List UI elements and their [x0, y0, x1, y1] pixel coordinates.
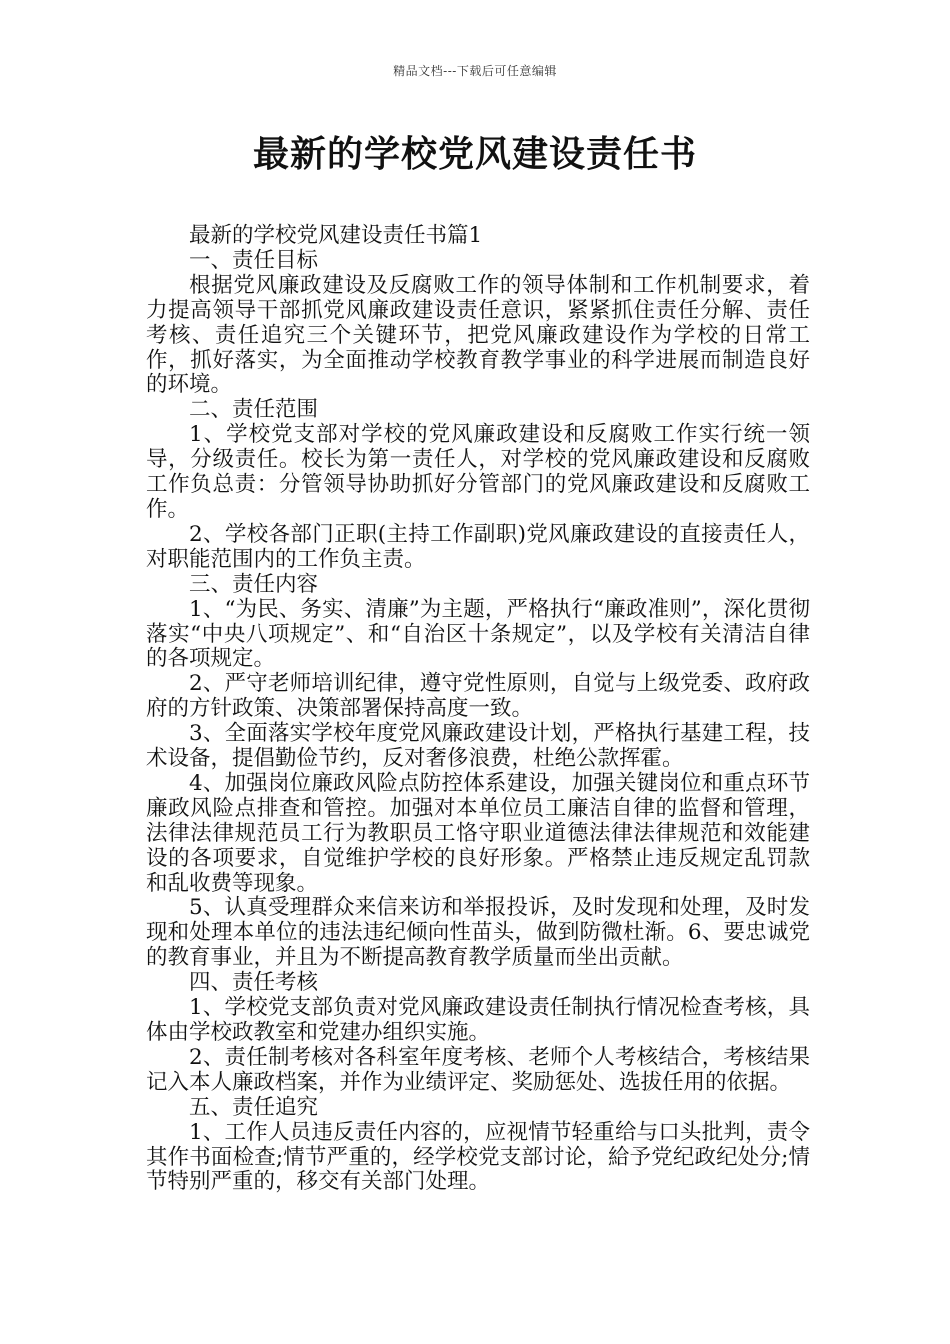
header-note: 精品文档---下载后可任意编辑 [393, 64, 557, 78]
paragraph: 2、学校各部门正职(主持工作副职)党风廉政建设的直接责任人，对职能范围内的工作负主责。 [146, 521, 810, 572]
paragraph: 2、责任制考核对各科室年度考核、老师个人考核结合，考核结果记入本人廉政档案，并作为业绩评定、奖励惩处、选拔任用的依据。 [146, 1044, 810, 1095]
section-heading-2: 二、责任范围 [189, 397, 319, 423]
document-title: 最新的学校党风建设责任书 [252, 134, 697, 175]
section-heading-5: 五、责任追究 [189, 1094, 319, 1120]
paragraph: 根据党风廉政建设及反腐败工作的领导体制和工作机制要求，着力提高领导干部抓党风廉政建设责任意识，紧紧抓住责任分解、责任考核、责任追究三个关键环节，把党风廉政建设作为学校的日常工作，抓好落实，为全面推动学校教育教学事业的科学进展而制造良好的环境。 [146, 272, 810, 398]
paragraph: 4、加强岗位廉政风险点防控体系建设，加强关键岗位和重点环节廉政风险点排查和管控。加强对本单位员工廉洁自律的监督和管理，法律法律规范员工行为教职员工恪守职业道德法律法律规范和效能建设的各项要求，自觉维护学校的良好形象。严格禁止违反规定乱罚款和乱收费等现象。 [146, 770, 810, 896]
paragraph: 1、工作人员违反责任内容的，应视情节轻重给与口头批判，责令其作书面检查;情节严重的，经学校党支部讨论，給予党纪政纪处分;情节特别严重的，移交有关部门处理。 [146, 1119, 810, 1195]
section-heading-3: 三、责任内容 [189, 571, 319, 597]
paragraph: 5、认真受理群众来信来访和举报投诉，及时发现和处理，及时发现和处理本单位的违法违纪倾向性苗头，做到防微杜渐。6、要忠诚党的教育事业，并且为不断提高教育教学质量而坐出贡献。 [146, 895, 810, 971]
document-body [146, 224, 810, 1195]
section-heading-1: 一、责任目标 [189, 247, 319, 273]
section-heading-4: 四、责任考核 [189, 970, 319, 996]
paragraph: 3、全面落实学校年度党风廉政建设计划，严格执行基建工程，技术设备，提倡勤俭节约，反对奢侈浪费，杜绝公款挥霍。 [146, 721, 810, 772]
paragraph: 1、“为民、务实、清廉”为主题，严格执行“廉政准则”，深化贯彻落实“中央八项规定”、和“自治区十条规定”，以及学校有关清洁自律的各项规定。 [146, 596, 810, 672]
paragraph-subtitle: 最新的学校党风建设责任书篇1 [189, 223, 483, 248]
paragraph: 1、学校党支部负责对党风廉政建设责任制执行情况检查考核，具体由学校政教室和党建办组织实施。 [146, 995, 810, 1045]
paragraph: 2、严守老师培训纪律，遵守党性原则，自觉与上级党委、政府政府的方针政策、决策部署保持高度一致。 [146, 671, 810, 722]
paragraph: 1、学校党支部对学校的党风廉政建设和反腐败工作实行统一领导，分级责任。校长为第一责任人，对学校的党风廉政建设和反腐败工作负总责：分管领导协助抓好分管部门的党风廉政建设和反腐败工作。 [146, 422, 810, 522]
